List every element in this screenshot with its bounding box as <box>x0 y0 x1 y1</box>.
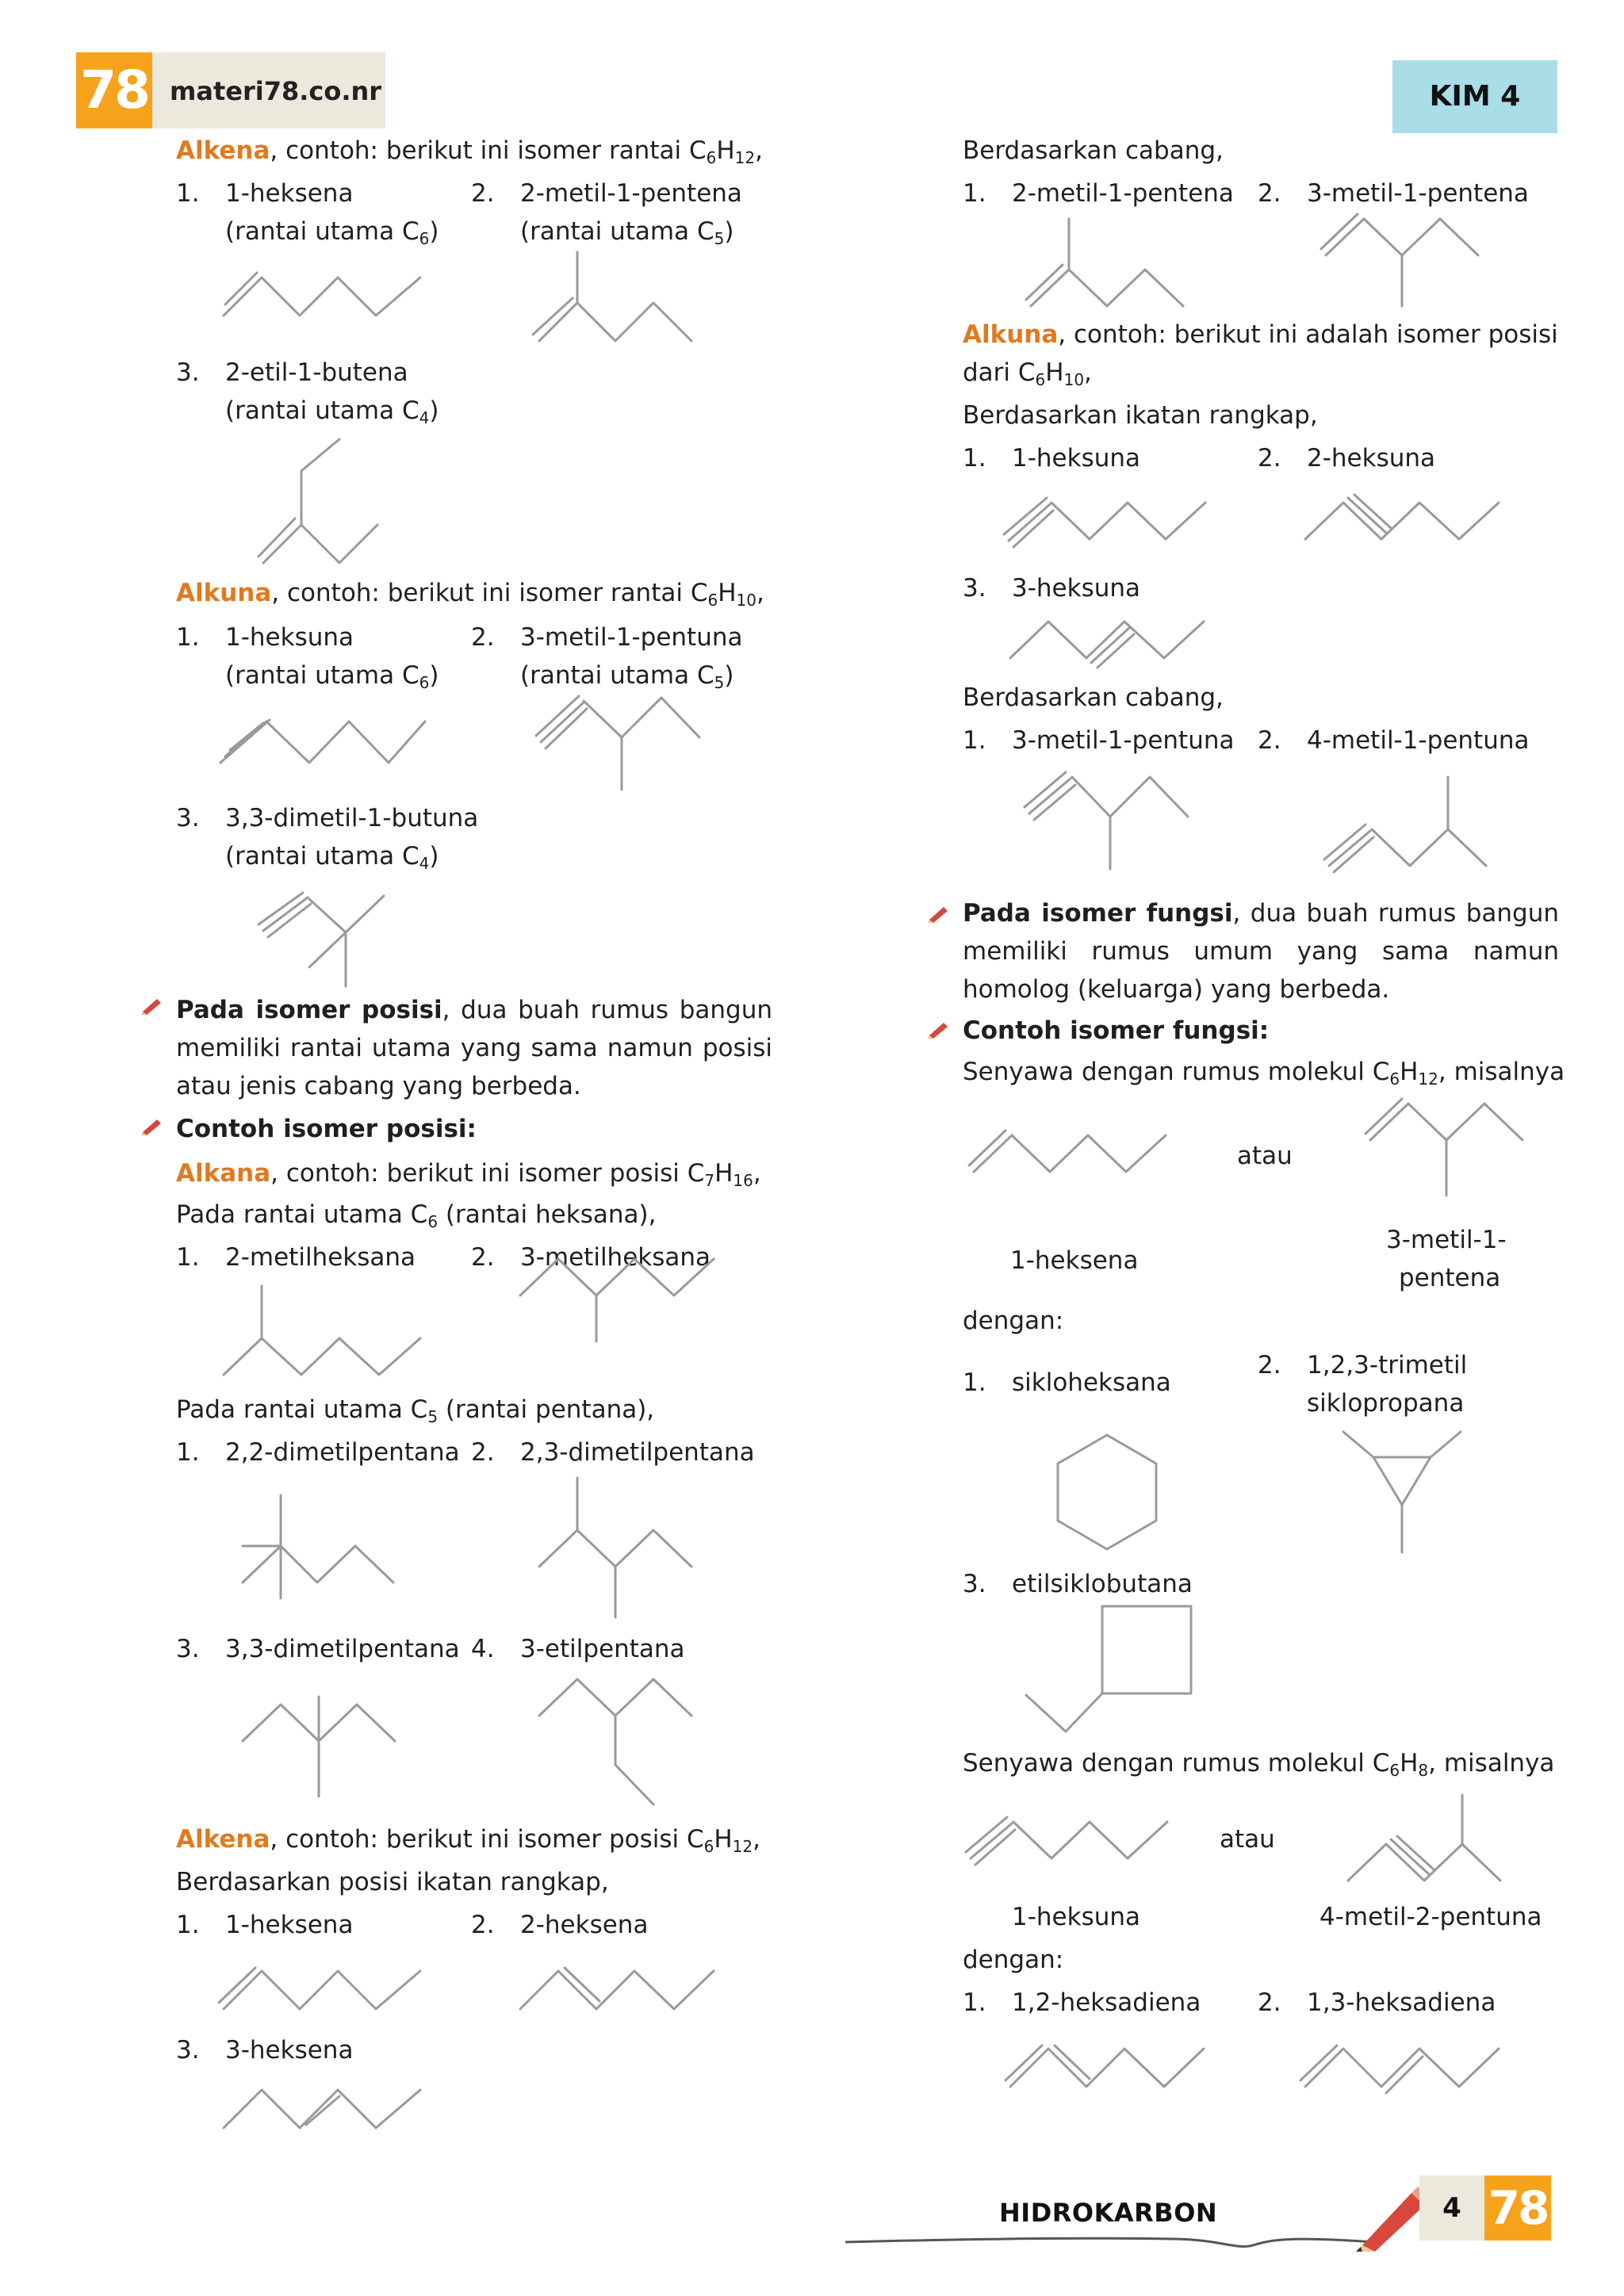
compound-name: 3-metil-1-pentuna <box>520 623 743 652</box>
compound-name: 3-metil-1-pentuna <box>1012 726 1235 755</box>
or-label: atau <box>1237 1142 1293 1170</box>
compound-name: 3-metilheksana <box>520 1243 711 1272</box>
posisi-example-title: Contoh isomer posisi: <box>176 1115 477 1143</box>
list-number: 2. <box>1258 726 1281 755</box>
compound-name: 2,2-dimetilpentana <box>225 1438 460 1467</box>
compound-name: 1,2,3-trimetil <box>1307 1351 1468 1380</box>
compound-name: 1-heksena <box>1010 1246 1139 1275</box>
header-logo-number: 78 <box>80 59 148 121</box>
list-number: 1. <box>176 179 200 208</box>
subject-badge-text: KIM 4 <box>1429 80 1521 113</box>
page-number: 4 <box>1442 2192 1461 2224</box>
list-number: 2. <box>471 1438 495 1467</box>
compound-name: sikloheksana <box>1012 1368 1171 1397</box>
list-number: 1. <box>176 623 200 652</box>
compound-name: 2-metilheksana <box>225 1243 416 1272</box>
c6-chain-line: Pada rantai utama $C_6$ (rantai heksana), <box>176 1200 657 1231</box>
compound-name: 2-heksena <box>520 1911 649 1939</box>
dengan-label: dengan: <box>963 1307 1064 1335</box>
header-site: materi78.co.nr <box>170 76 382 106</box>
compound-name: 2-metil-1-pentena <box>520 179 742 208</box>
alkuna-chain-intro: Alkuna, contoh: berikut ini isomer rantai $C_6H_{10}$, <box>176 579 764 610</box>
list-number: 2. <box>1258 1988 1281 2017</box>
compound-name: 4-metil-2-pentuna <box>1320 1903 1542 1931</box>
main-chain-note: (rantai utama $C_6$) <box>225 217 439 248</box>
compound-name: 1,3-heksadiena <box>1307 1988 1496 2017</box>
compound-name: 1,2-heksadiena <box>1012 1988 1201 2017</box>
list-number: 1. <box>176 1911 200 1939</box>
list-number: 1. <box>963 1988 986 2017</box>
alkana-position-intro: Alkana, contoh: berikut ini isomer posisi $C_7H_{16}$, <box>176 1159 761 1190</box>
compound-name: 3-metil-1- <box>1386 1226 1507 1254</box>
list-number: 3. <box>176 1635 200 1663</box>
dengan-label: dengan: <box>963 1946 1064 1974</box>
posisi-definition: Pada isomer posisi, dua buah rumus bangun memiliki rantai utama yang sama namun posisi atau jenis cabang yang berbeda. <box>176 996 772 1100</box>
list-number: 1. <box>176 1243 200 1272</box>
compound-name: siklopropana <box>1307 1389 1465 1418</box>
alkena-chain-intro: Alkena, contoh: berikut ini isomer rantai $C_6H_{12}$, <box>176 136 763 167</box>
compound-name: 2,3-dimetilpentana <box>520 1438 755 1467</box>
main-chain-note: (rantai utama $C_4$) <box>225 396 439 427</box>
c6h8-intro: Senyawa dengan rumus molekul $C_6H_8$, misalnya <box>963 1749 1555 1780</box>
list-number: 2. <box>1258 1351 1281 1380</box>
compound-name: 3-heksuna <box>1012 574 1141 603</box>
list-number: 2. <box>471 179 495 208</box>
list-number: 2. <box>1258 444 1281 473</box>
list-number: 3. <box>176 358 200 387</box>
position-subheading: Berdasarkan posisi ikatan rangkap, <box>176 1868 609 1896</box>
footer-logo-number: 78 <box>1488 2181 1548 2235</box>
compound-name: 1-heksuna <box>1012 1903 1141 1931</box>
main-chain-note: (rantai utama $C_5$) <box>520 217 734 248</box>
compound-name: 3-metil-1-pentena <box>1307 179 1529 208</box>
compound-name: pentena <box>1399 1264 1501 1292</box>
compound-name: 2-etil-1-butena <box>225 358 408 387</box>
compound-name: 1-heksuna <box>1012 444 1141 473</box>
footer-title: HIDROKARBON <box>999 2198 1218 2228</box>
fungsi-example-title: Contoh isomer fungsi: <box>963 1016 1270 1045</box>
list-number: 1. <box>963 444 986 473</box>
main-chain-note: (rantai utama $C_4$) <box>225 842 439 873</box>
compound-name: 1-heksena <box>225 179 354 208</box>
list-number: 1. <box>963 1368 986 1397</box>
list-number: 2. <box>471 623 495 652</box>
fungsi-definition: Pada isomer fungsi, dua buah rumus bangun memiliki rumus umum yang sama namun homolog (keluarga) yang berbeda. <box>963 899 1559 1004</box>
compound-name: 1-heksuna <box>225 623 354 652</box>
list-number: 2. <box>471 1243 495 1272</box>
list-number: 1. <box>963 726 986 755</box>
compound-name: 3,3-dimetil-1-butuna <box>225 804 479 832</box>
or-label: atau <box>1220 1825 1275 1854</box>
compound-name: 1-heksena <box>225 1911 354 1939</box>
list-number: 4. <box>471 1635 495 1663</box>
compound-name: 3-heksena <box>225 2036 354 2064</box>
branch-heading: Berdasarkan cabang, <box>963 683 1224 712</box>
c6h12-intro: Senyawa dengan rumus molekul $C_6H_{12}$, misalnya <box>963 1058 1565 1089</box>
c5-chain-line: Pada rantai utama $C_5$ (rantai pentana), <box>176 1395 655 1426</box>
list-number: 1. <box>176 1438 200 1467</box>
main-chain-note: (rantai utama $C_5$) <box>520 661 734 692</box>
compound-name: 3-etilpentana <box>520 1635 685 1663</box>
compound-name: 2-heksuna <box>1307 444 1436 473</box>
compound-name: 4-metil-1-pentuna <box>1307 726 1530 755</box>
compound-name: 2-metil-1-pentena <box>1012 179 1234 208</box>
list-number: 2. <box>1258 179 1281 208</box>
alkena-position-intro: Alkena, contoh: berikut ini isomer posisi $C_6H_{12}$, <box>176 1825 760 1856</box>
main-chain-note: (rantai utama $C_6$) <box>225 661 439 692</box>
list-number: 3. <box>176 2036 200 2064</box>
branch-heading: Berdasarkan cabang, <box>963 136 1224 165</box>
list-number: 2. <box>471 1911 495 1939</box>
bond-heading: Berdasarkan ikatan rangkap, <box>963 401 1318 430</box>
list-number: 1. <box>963 179 986 208</box>
list-number: 3. <box>963 574 986 603</box>
compound-name: 3,3-dimetilpentana <box>225 1635 460 1663</box>
compound-name: etilsiklobutana <box>1012 1570 1193 1598</box>
alkuna-position-intro: Alkuna, contoh: berikut ini adalah isomer posisi dari $C_6H_{10}$, <box>963 320 1558 389</box>
list-number: 3. <box>963 1570 986 1598</box>
list-number: 3. <box>176 804 200 832</box>
